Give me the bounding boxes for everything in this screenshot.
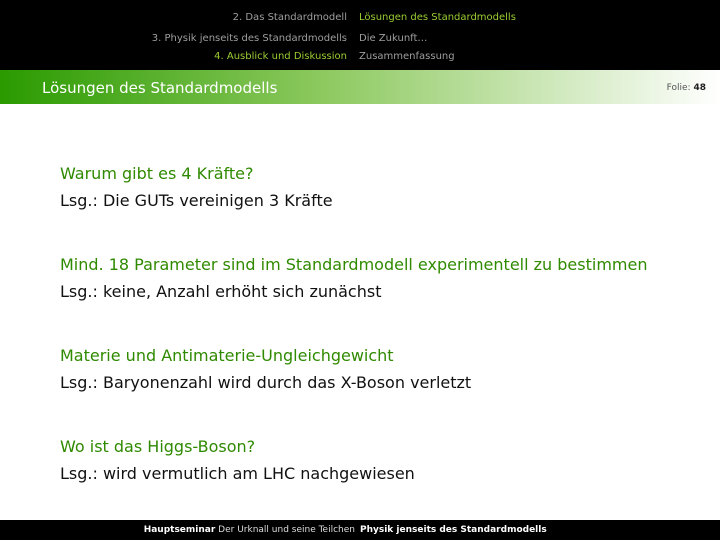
- qa-block: [60, 160, 680, 214]
- answer-text: Lsg.: Die GUTs vereinigen 3 Kräfte: [60, 191, 333, 210]
- question-text: Wo ist das Higgs-Boson?: [60, 437, 256, 456]
- answer-text: Lsg.: wird vermutlich am LHC nachgewiesen: [60, 464, 415, 483]
- slide-number: [667, 83, 706, 93]
- slide-footer: [0, 520, 720, 540]
- nav-subsections: [355, 0, 720, 70]
- footer-event: [0, 520, 355, 540]
- slide-content: [60, 160, 680, 524]
- slide-number-label: Folie:: [666, 83, 691, 93]
- slide-title-bar: [0, 70, 720, 104]
- nav-section-physik-jenseits[interactable]: 3. Physik jenseits des Standardmodells: [151, 33, 347, 44]
- question-text: Materie und Antimaterie-Ungleichgewicht: [60, 346, 394, 365]
- nav-sections: [0, 0, 355, 70]
- answer-text: Lsg.: Baryonenzahl wird durch das X-Boson verletzt: [60, 373, 472, 392]
- qa-block: [60, 342, 680, 396]
- question-text: Warum gibt es 4 Kräfte?: [60, 164, 254, 183]
- question-text: Mind. 18 Parameter sind im Standardmodell experimentell zu bestimmen: [60, 255, 648, 274]
- qa-block: [60, 433, 680, 487]
- nav-section-ausblick[interactable]: 4. Ausblick und Diskussion: [214, 51, 347, 62]
- qa-block: [60, 251, 680, 305]
- slide-title: Lösungen des Standardmodells: [42, 79, 278, 97]
- nav-subsection-zusammenfassung[interactable]: Zusammenfassung: [359, 51, 455, 62]
- footer-event-bold: Hauptseminar: [143, 525, 216, 535]
- slide-number-value: 48: [693, 83, 706, 93]
- section-navigation: [0, 0, 720, 70]
- nav-subsection-loesungen[interactable]: Lösungen des Standardmodells: [359, 12, 516, 23]
- nav-section-standardmodell[interactable]: 2. Das Standardmodell: [232, 12, 347, 23]
- answer-text: Lsg.: keine, Anzahl erhöht sich zunächst: [60, 282, 382, 301]
- footer-topic: Physik jenseits des Standardmodells: [360, 525, 547, 535]
- nav-subsection-zukunft[interactable]: Die Zukunft…: [359, 33, 428, 44]
- footer-event-title: Der Urknall und seine Teilchen: [218, 525, 355, 535]
